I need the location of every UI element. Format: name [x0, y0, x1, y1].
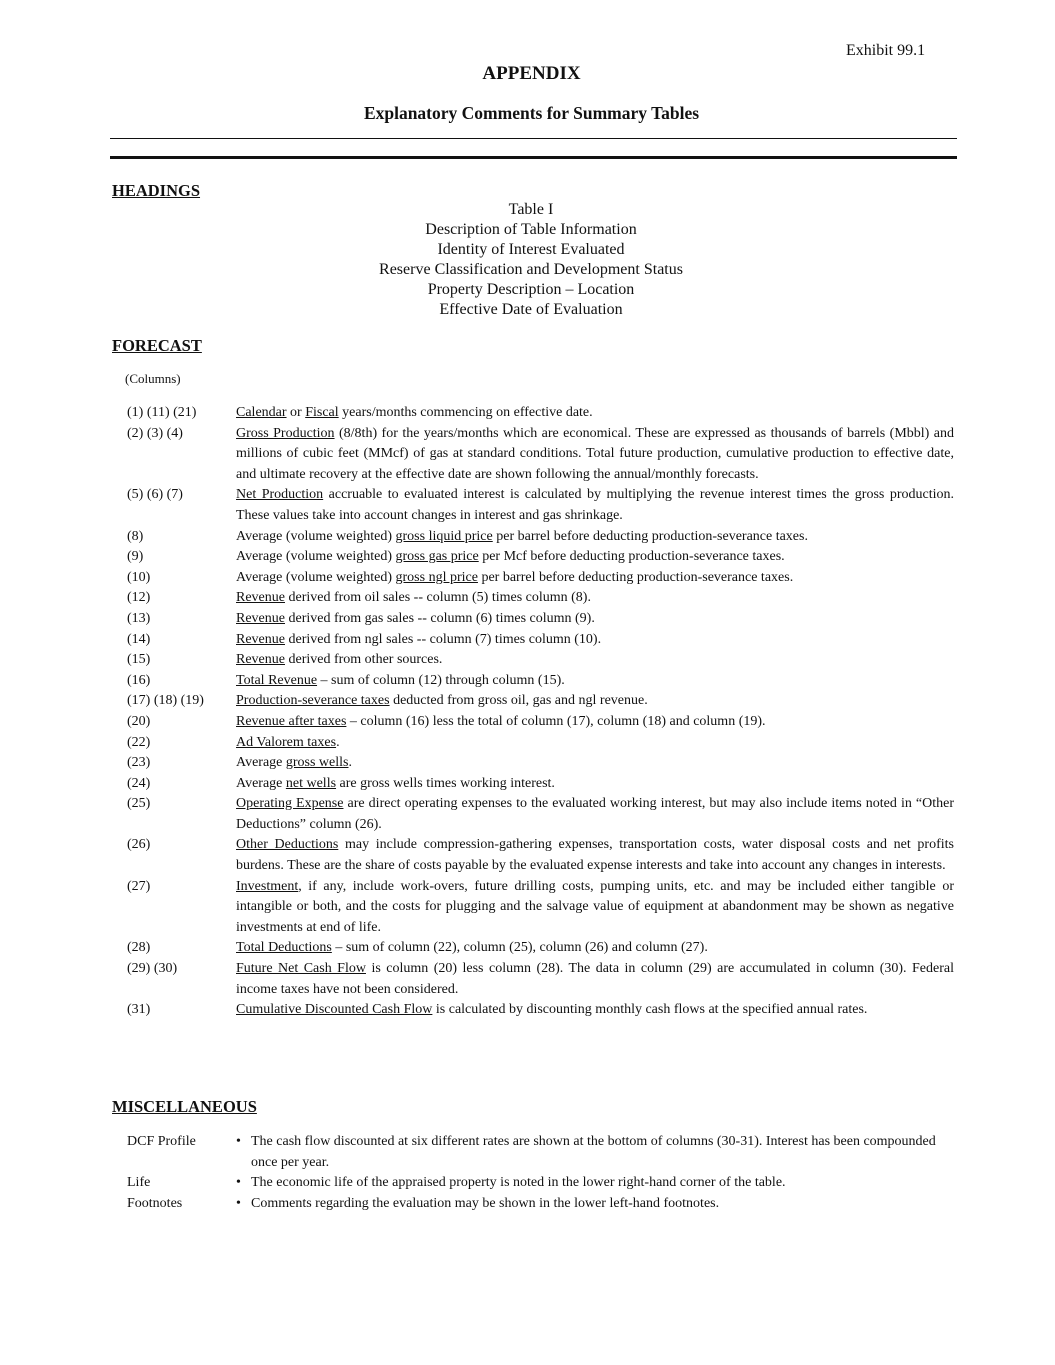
column-code: (9) — [127, 549, 144, 565]
forecast-row — [127, 938, 954, 959]
section-heading-forecast: FORECAST — [112, 336, 202, 355]
column-code: (14) — [127, 631, 151, 647]
misc-row — [127, 1173, 951, 1194]
column-description: Ad Valorem taxes. — [236, 734, 340, 750]
term: Revenue — [236, 590, 285, 606]
column-description: Average net wells are gross wells times working interest. — [236, 775, 555, 791]
bullet-icon: • — [236, 1134, 241, 1149]
column-description: Revenue derived from ngl sales -- column (7) times column (10). — [236, 631, 602, 647]
divider-thick — [110, 156, 957, 159]
column-code: (23) — [127, 755, 151, 771]
column-code: (15) — [127, 652, 151, 668]
columns-label: (Columns) — [125, 371, 181, 386]
forecast-row — [127, 630, 954, 651]
page-title: APPENDIX — [482, 63, 581, 84]
headings-list — [0, 200, 1055, 320]
misc-text: Comments regarding the evaluation may be shown in the lower left-hand footnotes. — [251, 1195, 720, 1211]
misc-text: The cash flow discounted at six different rates are shown at the bottom of columns (30-31). Interest has been compounded once per year. — [251, 1134, 936, 1170]
column-description: Other Deductions may include compression-gathering expenses, transportation costs, water disposal costs and net profits burdens. These are the share of costs payable by the evaluated expense interests and take into account any changes in interests. — [236, 837, 954, 874]
forecast-row — [127, 568, 954, 589]
forecast-row — [127, 609, 954, 630]
term: net wells — [285, 775, 337, 791]
column-description: Gross Production (8/8th) for the years/months which are economical. These are expressed as thousands of barrels (Mbbl) and millions of cubic feet (MMcf) of gas at standard conditions. Total future production, cumulative production to effective date, and ultimate recovery at the effective date are shown following the annual/monthly forecasts. — [236, 425, 954, 482]
term: Other Deductions — [236, 837, 339, 853]
term: Total Revenue — [236, 672, 318, 688]
column-description: Calendar or Fiscal years/months commencing on effective date. — [236, 405, 593, 420]
forecast-table — [127, 403, 954, 1021]
column-description: Investment, if any, include work-overs, future drilling costs, pumping units, etc. and may be included either tangible or intangible or both, and the costs for plugging and the salvage value of equipment at abandonment may be shown as negative investments at end of life. — [236, 878, 954, 935]
term: Total Deductions — [236, 940, 332, 956]
forecast-row — [127, 403, 954, 424]
term: Future Net Cash Flow — [236, 961, 366, 977]
column-code: (22) — [127, 734, 151, 750]
heading-line: Description of Table Information — [425, 221, 637, 238]
column-code: (29) (30) — [127, 961, 178, 977]
heading-line: Table I — [508, 201, 554, 218]
column-code: (5) (6) (7) — [127, 487, 183, 503]
forecast-row — [127, 527, 954, 548]
column-description: Average (volume weighted) gross gas price per Mcf before deducting production-severance taxes. — [236, 549, 785, 565]
forecast-row — [127, 794, 954, 835]
forecast-row — [127, 671, 954, 692]
section-heading-headings: HEADINGS — [112, 181, 201, 200]
term: Calendar — [236, 405, 287, 420]
column-description: Production-severance taxes deducted from gross oil, gas and ngl revenue. — [236, 693, 648, 709]
forecast-row — [127, 588, 954, 609]
column-code: (24) — [127, 775, 151, 791]
page-subtitle: Explanatory Comments for Summary Tables — [363, 103, 700, 123]
column-description: Revenue derived from oil sales -- column (5) times column (8). — [236, 590, 591, 606]
column-code: (1) (11) (21) — [127, 405, 197, 420]
exhibit-number: Exhibit 99.1 — [846, 42, 926, 59]
misc-text: The economic life of the appraised property is noted in the lower right-hand corner of the table. — [251, 1175, 786, 1191]
forecast-row — [127, 1000, 954, 1021]
column-code: (27) — [127, 878, 151, 894]
misc-label: Life — [127, 1175, 151, 1191]
heading-line: Reserve Classification and Development Status — [379, 261, 683, 278]
column-code: (31) — [127, 1002, 151, 1018]
term: Revenue after taxes — [236, 713, 347, 729]
term: gross gas price — [395, 549, 479, 565]
forecast-row — [127, 547, 954, 568]
term: Revenue — [236, 652, 285, 668]
term: Gross Production — [236, 425, 335, 441]
column-code: (28) — [127, 940, 151, 956]
forecast-row — [127, 835, 954, 876]
forecast-row — [127, 877, 954, 939]
forecast-row — [127, 424, 954, 486]
term: Operating Expense — [236, 796, 344, 812]
term: gross liquid price — [395, 528, 493, 544]
column-description: Future Net Cash Flow is column (20) less column (28). The data in column (29) are accumulated in column (30). Federal income taxes have not been considered. — [236, 961, 954, 997]
column-code: (8) — [127, 528, 144, 544]
term: Investment — [236, 878, 299, 894]
column-description: Operating Expense are direct operating expenses to the evaluated working interest, but may also include items noted in “Other Deductions” column (26). — [236, 796, 954, 832]
forecast-row — [127, 959, 954, 1000]
term: Cumulative Discounted Cash Flow — [236, 1002, 433, 1018]
forecast-row — [127, 733, 954, 754]
term: gross wells — [285, 755, 349, 771]
column-description: Net Production accruable to evaluated interest is calculated by multiplying the revenue interest times the gross production. These values take into account changes in interest and gas shrinkage. — [236, 487, 955, 523]
column-description: Average gross wells. — [236, 755, 352, 771]
column-description: Revenue derived from other sources. — [236, 652, 443, 668]
column-code: (10) — [127, 569, 151, 585]
section-heading-miscellaneous: MISCELLANEOUS — [112, 1097, 257, 1116]
term: Net Production — [236, 487, 324, 503]
heading-line: Property Description – Location — [427, 281, 635, 298]
bullet-icon: • — [236, 1195, 241, 1211]
column-description: Total Deductions – sum of column (22), column (25), column (26) and column (27). — [236, 940, 708, 956]
column-code: (16) — [127, 672, 151, 688]
term: Revenue — [236, 631, 285, 647]
forecast-row — [127, 485, 954, 526]
column-description: Average (volume weighted) gross liquid price per barrel before deducting production-severance taxes. — [236, 528, 808, 544]
term: Production-severance taxes — [236, 693, 390, 709]
column-description: Cumulative Discounted Cash Flow is calculated by discounting monthly cash flows at the specified annual rates. — [236, 1002, 868, 1018]
term: gross ngl price — [395, 569, 478, 585]
forecast-row — [127, 774, 954, 795]
forecast-row — [127, 712, 954, 733]
column-code: (2) (3) (4) — [127, 425, 183, 441]
term: Fiscal — [305, 405, 339, 420]
column-description: Average (volume weighted) gross ngl price per barrel before deducting production-severance taxes. — [236, 569, 794, 585]
misc-label: DCF Profile — [127, 1134, 196, 1149]
column-code: (17) (18) (19) — [127, 693, 204, 709]
heading-line: Effective Date of Evaluation — [439, 301, 623, 318]
term: Revenue — [236, 610, 285, 626]
column-code: (20) — [127, 713, 151, 729]
column-description: Revenue after taxes – column (16) less the total of column (17), column (18) and column (19). — [236, 713, 766, 729]
bullet-icon: • — [236, 1175, 241, 1191]
column-code: (13) — [127, 610, 151, 626]
misc-row — [127, 1194, 951, 1215]
forecast-row — [127, 650, 954, 671]
divider-thin — [110, 138, 957, 139]
heading-line: Identity of Interest Evaluated — [437, 241, 625, 258]
misc-label: Footnotes — [127, 1195, 183, 1211]
miscellaneous-list — [127, 1132, 951, 1214]
forecast-row — [127, 753, 954, 774]
misc-row — [127, 1132, 951, 1173]
column-description: Total Revenue – sum of column (12) through column (15). — [236, 672, 565, 688]
forecast-row — [127, 691, 954, 712]
column-code: (12) — [127, 590, 151, 606]
column-description: Revenue derived from gas sales -- column (6) times column (9). — [236, 610, 595, 626]
column-code: (25) — [127, 796, 151, 812]
column-code: (26) — [127, 837, 151, 853]
term: Ad Valorem taxes — [236, 734, 337, 750]
